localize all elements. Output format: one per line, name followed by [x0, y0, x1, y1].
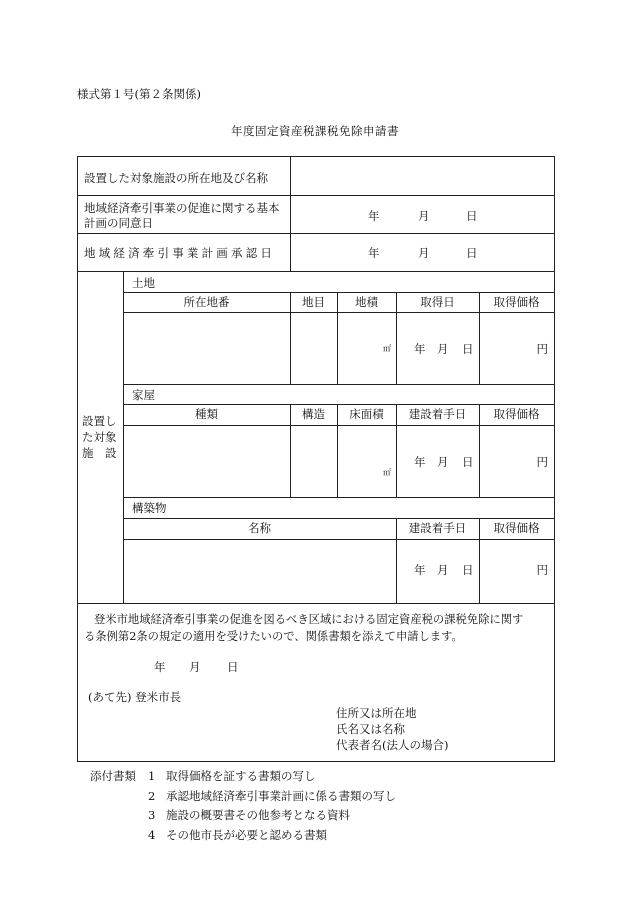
- house-col-floor-area: 床面積: [349, 407, 384, 421]
- house-header-bottom: [123, 425, 554, 426]
- consent-date-year: 年: [368, 209, 380, 223]
- application-date-month: 月: [189, 660, 201, 674]
- attachment-number: 2: [148, 788, 156, 803]
- land-col-category: 地目: [302, 295, 325, 309]
- land-date-year: 年: [414, 342, 426, 356]
- row-divider: [78, 233, 554, 234]
- attachments-list: [90, 767, 396, 845]
- structure-header-bottom: [123, 539, 554, 540]
- attachment-text: 取得価格を証する書類の写し: [166, 769, 316, 783]
- land-section-bottom: [123, 384, 554, 385]
- house-col-type: 種類: [195, 407, 218, 421]
- structure-col-construction-date: 建設着手日: [408, 521, 467, 535]
- structure-header-top: [123, 518, 554, 519]
- attachment-number: 4: [148, 827, 156, 842]
- house-date-month: 月: [437, 455, 449, 469]
- house-col-acquisition-price: 取得価格: [493, 407, 540, 421]
- consent-date-day: 日: [466, 209, 478, 223]
- address-label: 住所又は所在地: [336, 706, 417, 720]
- attachment-number: 3: [148, 808, 156, 822]
- approval-date-label: 地域経済牽引事業計画承認日: [84, 246, 276, 260]
- basic-plan-label-line1: 地域経済牽引事業の促進に関する基本: [84, 201, 280, 215]
- facility-label-line3: 施 設: [82, 446, 117, 460]
- land-date-month: 月: [437, 342, 449, 356]
- row-divider: [78, 603, 554, 604]
- attachment-number: 1: [148, 769, 156, 783]
- land-col-area: 地積: [355, 295, 378, 309]
- attachment-item: [90, 787, 396, 807]
- land-heading: 土地: [132, 276, 155, 290]
- land-col-acquisition-price: 取得価格: [493, 295, 540, 309]
- house-price-yen: 円: [536, 455, 548, 469]
- application-text-line2: る条例第2条の規定の適用を受けたいので、関係書類を添えて申請します。: [84, 630, 463, 643]
- house-heading: 家屋: [132, 388, 155, 402]
- structure-date-day: 日: [462, 563, 474, 577]
- approval-date-month: 月: [418, 246, 430, 260]
- attachments-label: 添付書類: [90, 769, 136, 783]
- structure-date-month: 月: [437, 563, 449, 577]
- land-col-lot-number: 所在地番: [183, 295, 230, 309]
- attachment-item: [90, 806, 396, 826]
- attachment-text: その他市長が必要と認める書類: [166, 827, 327, 842]
- application-text-line1: 登米市地域経済牽引事業の促進を図るべき区域における固定資産税の課税免除に関す: [94, 613, 524, 626]
- attachment-item: [90, 767, 396, 787]
- house-date-year: 年: [414, 455, 426, 469]
- facility-label-divider: [123, 271, 124, 603]
- house-area-unit: ㎡: [383, 467, 391, 477]
- row-divider: [78, 195, 554, 196]
- application-date-year: 年: [154, 660, 166, 674]
- approval-date-year: 年: [368, 246, 380, 260]
- structure-col-acquisition-price: 取得価格: [493, 521, 540, 535]
- land-area-unit: ㎡: [383, 344, 391, 353]
- location-name-label: 設置した対象施設の所在地及び名称: [84, 171, 268, 185]
- basic-plan-label-line2: 計画の同意日: [84, 216, 153, 230]
- attachment-item: [90, 826, 396, 846]
- representative-label: 代表者名(法人の場合): [336, 738, 449, 752]
- house-date-day: 日: [462, 455, 474, 469]
- land-header-top: [123, 292, 554, 293]
- attachment-text: 承認地域経済牽引事業計画に係る書類の写し: [166, 788, 396, 803]
- form-number: 様式第１号(第２条関係): [77, 87, 201, 101]
- land-header-bottom: [123, 312, 554, 313]
- house-col-construction-date: 建設着手日: [408, 407, 467, 421]
- column-divider: [290, 157, 291, 271]
- land-col-acquisition-date: 取得日: [420, 295, 455, 309]
- house-col-structure: 構造: [302, 407, 325, 421]
- name-label: 氏名又は名称: [336, 722, 405, 736]
- document-title: 年度固定資産税課税免除申請書: [231, 124, 399, 138]
- approval-date-day: 日: [466, 246, 478, 260]
- attachment-text: 施設の概要書その他参考となる資料: [166, 808, 350, 822]
- house-section-bottom: [123, 497, 554, 498]
- application-date-day: 日: [227, 660, 239, 674]
- structure-price-yen: 円: [536, 563, 548, 577]
- land-price-yen: 円: [536, 342, 548, 356]
- addressee: (あて先) 登米市長: [88, 690, 182, 704]
- structure-col-name: 名称: [248, 521, 271, 535]
- application-form-table: [77, 156, 555, 762]
- land-date-day: 日: [462, 342, 474, 356]
- facility-label-line2: た対象: [82, 430, 117, 444]
- row-divider: [78, 271, 554, 272]
- structure-date-year: 年: [414, 563, 426, 577]
- facility-label-line1: 設置し: [82, 414, 117, 428]
- house-header-top: [123, 404, 554, 405]
- structure-heading: 構築物: [132, 501, 167, 515]
- consent-date-month: 月: [418, 209, 430, 223]
